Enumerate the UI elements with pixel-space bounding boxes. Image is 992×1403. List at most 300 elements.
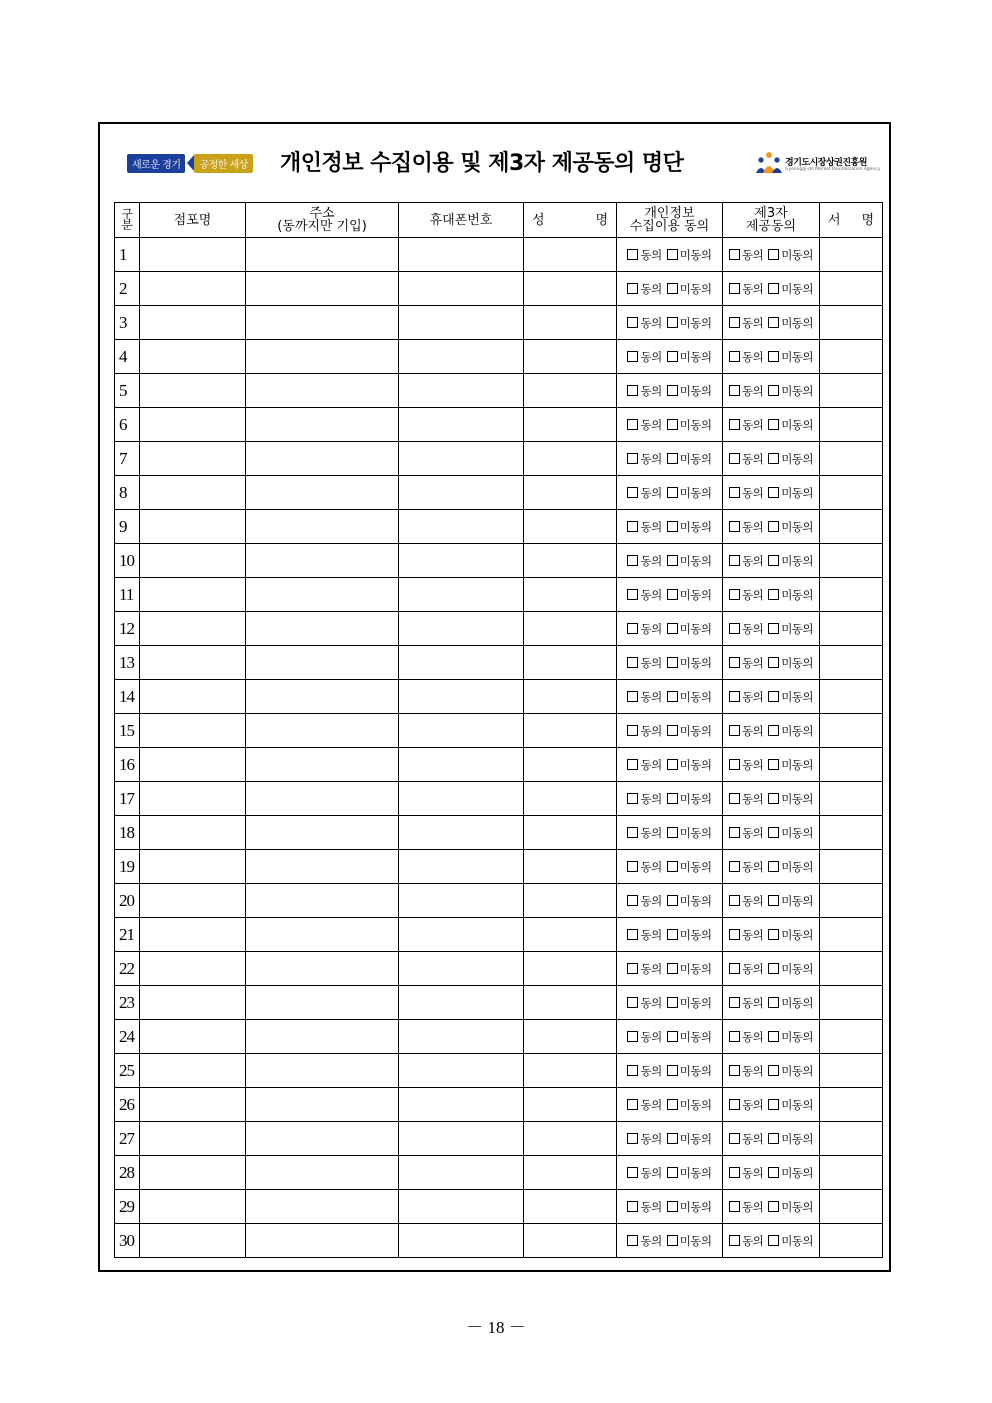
checkbox-disagree[interactable] bbox=[768, 861, 779, 872]
checkbox-agree[interactable] bbox=[627, 759, 638, 770]
signature-cell[interactable] bbox=[820, 238, 883, 272]
checkbox-disagree[interactable] bbox=[667, 1099, 678, 1110]
store-name-cell[interactable] bbox=[140, 986, 246, 1020]
checkbox-disagree[interactable] bbox=[667, 725, 678, 736]
phone-cell[interactable] bbox=[399, 952, 524, 986]
checkbox-agree[interactable] bbox=[627, 1031, 638, 1042]
phone-cell[interactable] bbox=[399, 306, 524, 340]
checkbox-agree[interactable] bbox=[627, 963, 638, 974]
checkbox-disagree[interactable] bbox=[768, 1201, 779, 1212]
checkbox-disagree[interactable] bbox=[667, 521, 678, 532]
phone-cell[interactable] bbox=[399, 1156, 524, 1190]
signature-cell[interactable] bbox=[820, 442, 883, 476]
checkbox-disagree[interactable] bbox=[667, 1167, 678, 1178]
checkbox-agree[interactable] bbox=[627, 827, 638, 838]
signature-cell[interactable] bbox=[820, 1122, 883, 1156]
checkbox-agree[interactable] bbox=[627, 895, 638, 906]
address-cell[interactable] bbox=[246, 238, 399, 272]
checkbox-agree[interactable] bbox=[729, 453, 740, 464]
checkbox-agree[interactable] bbox=[729, 623, 740, 634]
phone-cell[interactable] bbox=[399, 442, 524, 476]
checkbox-disagree[interactable] bbox=[667, 657, 678, 668]
phone-cell[interactable] bbox=[399, 578, 524, 612]
address-cell[interactable] bbox=[246, 408, 399, 442]
store-name-cell[interactable] bbox=[140, 1088, 246, 1122]
phone-cell[interactable] bbox=[399, 782, 524, 816]
store-name-cell[interactable] bbox=[140, 442, 246, 476]
checkbox-agree[interactable] bbox=[627, 1235, 638, 1246]
header-address bbox=[246, 203, 399, 238]
phone-cell[interactable] bbox=[399, 748, 524, 782]
checkbox-agree[interactable] bbox=[729, 419, 740, 430]
checkbox-agree[interactable] bbox=[729, 1031, 740, 1042]
phone-cell[interactable] bbox=[399, 374, 524, 408]
checkbox-agree[interactable] bbox=[729, 963, 740, 974]
row-number: 1 bbox=[115, 238, 140, 272]
checkbox-disagree[interactable] bbox=[667, 793, 678, 804]
checkbox-disagree[interactable] bbox=[667, 1235, 678, 1246]
checkbox-disagree[interactable] bbox=[768, 555, 779, 566]
signature-cell[interactable] bbox=[820, 952, 883, 986]
checkbox-agree[interactable] bbox=[729, 487, 740, 498]
checkbox-disagree[interactable] bbox=[768, 827, 779, 838]
checkbox-agree[interactable] bbox=[627, 317, 638, 328]
checkbox-disagree[interactable] bbox=[667, 963, 678, 974]
address-cell[interactable] bbox=[246, 850, 399, 884]
address-cell[interactable] bbox=[246, 952, 399, 986]
checkbox-disagree[interactable] bbox=[768, 453, 779, 464]
name-cell[interactable] bbox=[524, 714, 617, 748]
name-cell[interactable] bbox=[524, 850, 617, 884]
checkbox-agree[interactable] bbox=[729, 657, 740, 668]
address-cell[interactable] bbox=[246, 1020, 399, 1054]
checkbox-agree[interactable] bbox=[729, 725, 740, 736]
checkbox-agree[interactable] bbox=[729, 283, 740, 294]
name-cell[interactable] bbox=[524, 748, 617, 782]
store-name-cell[interactable] bbox=[140, 1020, 246, 1054]
signature-cell[interactable] bbox=[820, 306, 883, 340]
phone-cell[interactable] bbox=[399, 1020, 524, 1054]
name-cell[interactable] bbox=[524, 1190, 617, 1224]
signature-cell[interactable] bbox=[820, 374, 883, 408]
name-cell[interactable] bbox=[524, 782, 617, 816]
address-cell[interactable] bbox=[246, 306, 399, 340]
checkbox-disagree[interactable] bbox=[667, 861, 678, 872]
name-cell[interactable] bbox=[524, 306, 617, 340]
address-cell[interactable] bbox=[246, 1224, 399, 1258]
checkbox-agree[interactable] bbox=[627, 929, 638, 940]
disagree-label: 미동의 bbox=[679, 893, 712, 908]
signature-cell[interactable] bbox=[820, 1088, 883, 1122]
checkbox-agree[interactable] bbox=[627, 1065, 638, 1076]
name-cell[interactable] bbox=[524, 272, 617, 306]
signature-cell[interactable] bbox=[820, 646, 883, 680]
signature-cell[interactable] bbox=[820, 1054, 883, 1088]
row-number: 27 bbox=[115, 1122, 140, 1156]
address-cell[interactable] bbox=[246, 544, 399, 578]
checkbox-disagree[interactable] bbox=[768, 487, 779, 498]
checkbox-disagree[interactable] bbox=[768, 759, 779, 770]
checkbox-disagree[interactable] bbox=[768, 283, 779, 294]
checkbox-disagree[interactable] bbox=[768, 793, 779, 804]
checkbox-disagree[interactable] bbox=[667, 691, 678, 702]
checkbox-agree[interactable] bbox=[627, 453, 638, 464]
store-name-cell[interactable] bbox=[140, 1190, 246, 1224]
name-cell[interactable] bbox=[524, 918, 617, 952]
signature-cell[interactable] bbox=[820, 1156, 883, 1190]
checkbox-disagree[interactable] bbox=[667, 487, 678, 498]
address-cell[interactable] bbox=[246, 340, 399, 374]
signature-cell[interactable] bbox=[820, 612, 883, 646]
checkbox-disagree[interactable] bbox=[768, 1099, 779, 1110]
signature-cell[interactable] bbox=[820, 816, 883, 850]
checkbox-agree[interactable] bbox=[729, 929, 740, 940]
checkbox-disagree[interactable] bbox=[667, 623, 678, 634]
header-name-char2: 명 bbox=[595, 212, 608, 228]
store-name-cell[interactable] bbox=[140, 1224, 246, 1258]
address-cell[interactable] bbox=[246, 816, 399, 850]
phone-cell[interactable] bbox=[399, 714, 524, 748]
checkbox-agree[interactable] bbox=[627, 861, 638, 872]
phone-cell[interactable] bbox=[399, 510, 524, 544]
checkbox-agree[interactable] bbox=[729, 589, 740, 600]
name-cell[interactable] bbox=[524, 374, 617, 408]
name-cell[interactable] bbox=[524, 238, 617, 272]
checkbox-agree[interactable] bbox=[627, 249, 638, 260]
address-cell[interactable] bbox=[246, 612, 399, 646]
phone-cell[interactable] bbox=[399, 272, 524, 306]
signature-cell[interactable] bbox=[820, 340, 883, 374]
name-cell[interactable] bbox=[524, 612, 617, 646]
agree-label: 동의 bbox=[741, 689, 764, 704]
checkbox-agree[interactable] bbox=[627, 1099, 638, 1110]
phone-cell[interactable] bbox=[399, 1224, 524, 1258]
disagree-label: 미동의 bbox=[679, 859, 712, 874]
address-cell[interactable] bbox=[246, 986, 399, 1020]
checkbox-disagree[interactable] bbox=[667, 1031, 678, 1042]
store-name-cell[interactable] bbox=[140, 918, 246, 952]
signature-cell[interactable] bbox=[820, 884, 883, 918]
store-name-cell[interactable] bbox=[140, 476, 246, 510]
checkbox-agree[interactable] bbox=[729, 317, 740, 328]
disagree-label: 미동의 bbox=[679, 1097, 712, 1112]
name-cell[interactable] bbox=[524, 1020, 617, 1054]
address-cell[interactable] bbox=[246, 1054, 399, 1088]
phone-cell[interactable] bbox=[399, 1122, 524, 1156]
name-cell[interactable] bbox=[524, 578, 617, 612]
checkbox-disagree[interactable] bbox=[768, 249, 779, 260]
signature-cell[interactable] bbox=[820, 782, 883, 816]
checkbox-disagree[interactable] bbox=[768, 351, 779, 362]
checkbox-disagree[interactable] bbox=[768, 419, 779, 430]
checkbox-agree[interactable] bbox=[627, 997, 638, 1008]
checkbox-disagree[interactable] bbox=[768, 317, 779, 328]
name-cell[interactable] bbox=[524, 646, 617, 680]
address-cell[interactable] bbox=[246, 1190, 399, 1224]
name-cell[interactable] bbox=[524, 510, 617, 544]
signature-cell[interactable] bbox=[820, 850, 883, 884]
checkbox-disagree[interactable] bbox=[667, 317, 678, 328]
name-cell[interactable] bbox=[524, 986, 617, 1020]
checkbox-disagree[interactable] bbox=[667, 929, 678, 940]
checkbox-agree[interactable] bbox=[627, 487, 638, 498]
checkbox-agree[interactable] bbox=[627, 793, 638, 804]
name-cell[interactable] bbox=[524, 884, 617, 918]
checkbox-disagree[interactable] bbox=[667, 997, 678, 1008]
consent1-cell bbox=[617, 918, 723, 952]
phone-cell[interactable] bbox=[399, 918, 524, 952]
store-name-cell[interactable] bbox=[140, 306, 246, 340]
phone-cell[interactable] bbox=[399, 986, 524, 1020]
address-cell[interactable] bbox=[246, 442, 399, 476]
row-number: 14 bbox=[115, 680, 140, 714]
address-cell[interactable] bbox=[246, 578, 399, 612]
name-cell[interactable] bbox=[524, 1224, 617, 1258]
consent2-cell bbox=[723, 918, 820, 952]
checkbox-agree[interactable] bbox=[627, 283, 638, 294]
checkbox-agree[interactable] bbox=[627, 1167, 638, 1178]
store-name-cell[interactable] bbox=[140, 238, 246, 272]
store-name-cell[interactable] bbox=[140, 544, 246, 578]
signature-cell[interactable] bbox=[820, 986, 883, 1020]
store-name-cell[interactable] bbox=[140, 510, 246, 544]
checkbox-agree[interactable] bbox=[729, 351, 740, 362]
address-cell[interactable] bbox=[246, 918, 399, 952]
signature-cell[interactable] bbox=[820, 1190, 883, 1224]
checkbox-disagree[interactable] bbox=[667, 827, 678, 838]
phone-cell[interactable] bbox=[399, 238, 524, 272]
checkbox-agree[interactable] bbox=[729, 827, 740, 838]
address-cell[interactable] bbox=[246, 782, 399, 816]
checkbox-agree[interactable] bbox=[729, 385, 740, 396]
checkbox-disagree[interactable] bbox=[768, 1065, 779, 1076]
checkbox-disagree[interactable] bbox=[768, 691, 779, 702]
phone-cell[interactable] bbox=[399, 476, 524, 510]
checkbox-disagree[interactable] bbox=[768, 1133, 779, 1144]
address-cell[interactable] bbox=[246, 510, 399, 544]
header-sign-char2: 명 bbox=[861, 212, 874, 228]
signature-cell[interactable] bbox=[820, 714, 883, 748]
checkbox-agree[interactable] bbox=[627, 725, 638, 736]
checkbox-agree[interactable] bbox=[627, 589, 638, 600]
checkbox-disagree[interactable] bbox=[667, 895, 678, 906]
signature-cell[interactable] bbox=[820, 1020, 883, 1054]
store-name-cell[interactable] bbox=[140, 374, 246, 408]
address-cell[interactable] bbox=[246, 748, 399, 782]
checkbox-disagree[interactable] bbox=[768, 623, 779, 634]
consent2-cell bbox=[723, 578, 820, 612]
checkbox-disagree[interactable] bbox=[768, 657, 779, 668]
checkbox-agree[interactable] bbox=[729, 895, 740, 906]
agree-label: 동의 bbox=[640, 519, 662, 534]
checkbox-disagree[interactable] bbox=[768, 589, 779, 600]
store-name-cell[interactable] bbox=[140, 578, 246, 612]
checkbox-disagree[interactable] bbox=[768, 963, 779, 974]
checkbox-agree[interactable] bbox=[627, 623, 638, 634]
checkbox-disagree[interactable] bbox=[768, 1235, 779, 1246]
name-cell[interactable] bbox=[524, 476, 617, 510]
phone-cell[interactable] bbox=[399, 646, 524, 680]
signature-cell[interactable] bbox=[820, 918, 883, 952]
checkbox-disagree[interactable] bbox=[667, 419, 678, 430]
name-cell[interactable] bbox=[524, 340, 617, 374]
checkbox-agree[interactable] bbox=[627, 419, 638, 430]
address-cell[interactable] bbox=[246, 884, 399, 918]
store-name-cell[interactable] bbox=[140, 1054, 246, 1088]
checkbox-disagree[interactable] bbox=[768, 895, 779, 906]
address-cell[interactable] bbox=[246, 714, 399, 748]
header-name-char1: 성 bbox=[532, 212, 545, 228]
checkbox-agree[interactable] bbox=[729, 1201, 740, 1212]
address-cell[interactable] bbox=[246, 1088, 399, 1122]
store-name-cell[interactable] bbox=[140, 408, 246, 442]
store-name-cell[interactable] bbox=[140, 272, 246, 306]
name-cell[interactable] bbox=[524, 952, 617, 986]
address-cell[interactable] bbox=[246, 646, 399, 680]
store-name-cell[interactable] bbox=[140, 646, 246, 680]
agree-label: 동의 bbox=[640, 757, 662, 772]
checkbox-agree[interactable] bbox=[729, 249, 740, 260]
table-row bbox=[115, 544, 883, 578]
table-row bbox=[115, 476, 883, 510]
address-cell[interactable] bbox=[246, 374, 399, 408]
checkbox-agree[interactable] bbox=[627, 555, 638, 566]
checkbox-agree[interactable] bbox=[729, 555, 740, 566]
phone-cell[interactable] bbox=[399, 850, 524, 884]
table-row bbox=[115, 1190, 883, 1224]
signature-cell[interactable] bbox=[820, 578, 883, 612]
checkbox-disagree[interactable] bbox=[667, 453, 678, 464]
disagree-label: 미동의 bbox=[781, 621, 814, 636]
checkbox-disagree[interactable] bbox=[768, 929, 779, 940]
signature-cell[interactable] bbox=[820, 272, 883, 306]
phone-cell[interactable] bbox=[399, 1190, 524, 1224]
consent2-cell bbox=[723, 442, 820, 476]
checkbox-disagree[interactable] bbox=[667, 385, 678, 396]
signature-cell[interactable] bbox=[820, 748, 883, 782]
address-cell[interactable] bbox=[246, 476, 399, 510]
checkbox-agree[interactable] bbox=[729, 1133, 740, 1144]
agree-label: 동의 bbox=[640, 927, 662, 942]
checkbox-agree[interactable] bbox=[627, 691, 638, 702]
checkbox-disagree[interactable] bbox=[768, 521, 779, 532]
checkbox-disagree[interactable] bbox=[667, 1133, 678, 1144]
name-cell[interactable] bbox=[524, 816, 617, 850]
checkbox-agree[interactable] bbox=[627, 385, 638, 396]
checkbox-disagree[interactable] bbox=[667, 1065, 678, 1076]
signature-cell[interactable] bbox=[820, 544, 883, 578]
store-name-cell[interactable] bbox=[140, 714, 246, 748]
store-name-cell[interactable] bbox=[140, 1156, 246, 1190]
checkbox-agree[interactable] bbox=[627, 657, 638, 668]
checkbox-agree[interactable] bbox=[627, 351, 638, 362]
name-cell[interactable] bbox=[524, 1088, 617, 1122]
checkbox-disagree[interactable] bbox=[667, 1201, 678, 1212]
row-number: 6 bbox=[115, 408, 140, 442]
store-name-cell[interactable] bbox=[140, 816, 246, 850]
agree-label: 동의 bbox=[640, 1233, 662, 1248]
store-name-cell[interactable] bbox=[140, 1122, 246, 1156]
store-name-cell[interactable] bbox=[140, 748, 246, 782]
phone-cell[interactable] bbox=[399, 816, 524, 850]
checkbox-disagree[interactable] bbox=[768, 725, 779, 736]
checkbox-agree[interactable] bbox=[729, 997, 740, 1008]
checkbox-disagree[interactable] bbox=[667, 555, 678, 566]
signature-cell[interactable] bbox=[820, 510, 883, 544]
phone-cell[interactable] bbox=[399, 408, 524, 442]
address-cell[interactable] bbox=[246, 1122, 399, 1156]
store-name-cell[interactable] bbox=[140, 952, 246, 986]
checkbox-agree[interactable] bbox=[729, 1099, 740, 1110]
checkbox-disagree[interactable] bbox=[768, 1031, 779, 1042]
store-name-cell[interactable] bbox=[140, 850, 246, 884]
disagree-label: 미동의 bbox=[781, 281, 814, 296]
checkbox-agree[interactable] bbox=[729, 1065, 740, 1076]
address-cell[interactable] bbox=[246, 272, 399, 306]
consent1-cell bbox=[617, 884, 723, 918]
checkbox-agree[interactable] bbox=[627, 521, 638, 532]
name-cell[interactable] bbox=[524, 680, 617, 714]
checkbox-disagree[interactable] bbox=[768, 1167, 779, 1178]
checkbox-disagree[interactable] bbox=[667, 351, 678, 362]
checkbox-disagree[interactable] bbox=[667, 249, 678, 260]
signature-cell[interactable] bbox=[820, 476, 883, 510]
checkbox-agree[interactable] bbox=[729, 793, 740, 804]
signature-cell[interactable] bbox=[820, 1224, 883, 1258]
store-name-cell[interactable] bbox=[140, 340, 246, 374]
name-cell[interactable] bbox=[524, 544, 617, 578]
name-cell[interactable] bbox=[524, 1156, 617, 1190]
checkbox-agree[interactable] bbox=[729, 521, 740, 532]
checkbox-agree[interactable] bbox=[729, 691, 740, 702]
checkbox-disagree[interactable] bbox=[768, 997, 779, 1008]
checkbox-agree[interactable] bbox=[627, 1133, 638, 1144]
phone-cell[interactable] bbox=[399, 680, 524, 714]
phone-cell[interactable] bbox=[399, 1054, 524, 1088]
signature-cell[interactable] bbox=[820, 680, 883, 714]
checkbox-agree[interactable] bbox=[729, 1167, 740, 1178]
phone-cell[interactable] bbox=[399, 340, 524, 374]
consent2-cell bbox=[723, 544, 820, 578]
store-name-cell[interactable] bbox=[140, 782, 246, 816]
phone-cell[interactable] bbox=[399, 544, 524, 578]
disagree-label: 미동의 bbox=[781, 451, 814, 466]
phone-cell[interactable] bbox=[399, 884, 524, 918]
checkbox-disagree[interactable] bbox=[667, 589, 678, 600]
store-name-cell[interactable] bbox=[140, 612, 246, 646]
name-cell[interactable] bbox=[524, 442, 617, 476]
disagree-label: 미동의 bbox=[679, 281, 712, 296]
disagree-label: 미동의 bbox=[781, 859, 814, 874]
address-cell[interactable] bbox=[246, 680, 399, 714]
store-name-cell[interactable] bbox=[140, 884, 246, 918]
name-cell[interactable] bbox=[524, 1054, 617, 1088]
name-cell[interactable] bbox=[524, 408, 617, 442]
checkbox-disagree[interactable] bbox=[768, 385, 779, 396]
checkbox-disagree[interactable] bbox=[667, 283, 678, 294]
phone-cell[interactable] bbox=[399, 1088, 524, 1122]
checkbox-disagree[interactable] bbox=[667, 759, 678, 770]
store-name-cell[interactable] bbox=[140, 680, 246, 714]
name-cell[interactable] bbox=[524, 1122, 617, 1156]
phone-cell[interactable] bbox=[399, 612, 524, 646]
signature-cell[interactable] bbox=[820, 408, 883, 442]
address-cell[interactable] bbox=[246, 1156, 399, 1190]
checkbox-agree[interactable] bbox=[729, 759, 740, 770]
checkbox-agree[interactable] bbox=[627, 1201, 638, 1212]
checkbox-agree[interactable] bbox=[729, 861, 740, 872]
checkbox-agree[interactable] bbox=[729, 1235, 740, 1246]
